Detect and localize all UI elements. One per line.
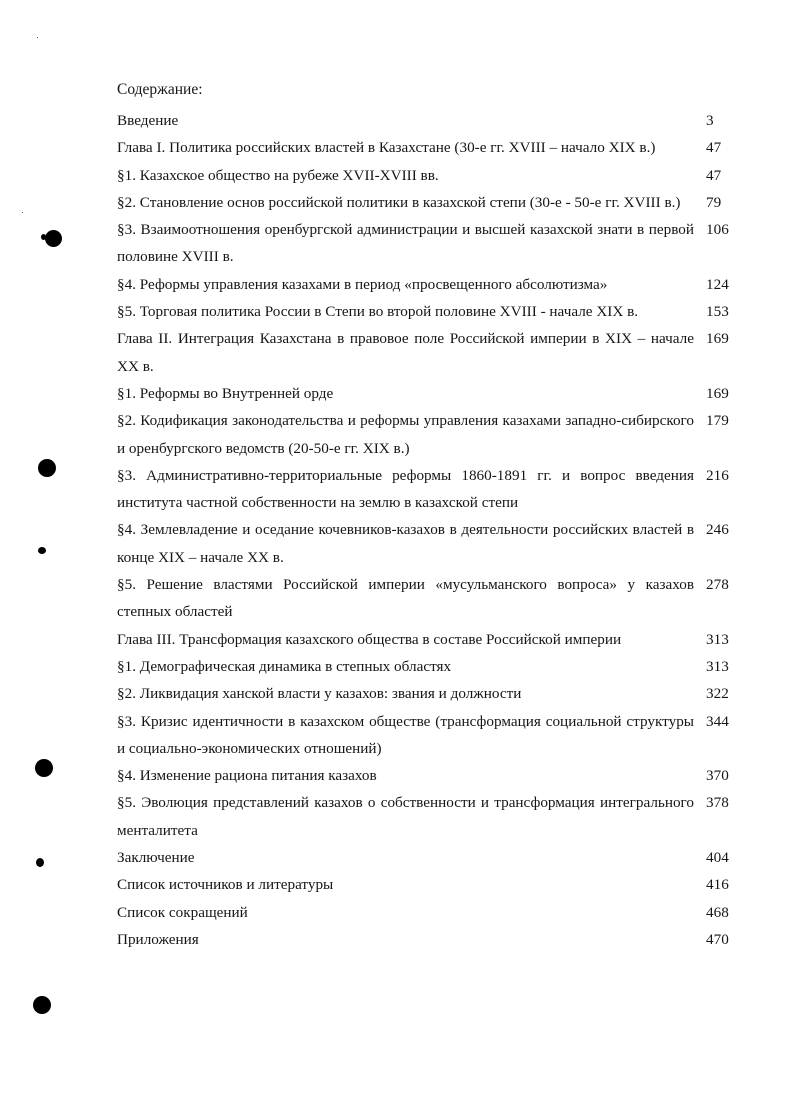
punch-hole-mark [41, 234, 46, 240]
toc-entry-page-number: 79 [706, 193, 722, 211]
toc-entry-title: §1. Демографическая динамика в степных областях [117, 657, 452, 675]
toc-entry [117, 380, 734, 407]
toc-entry [117, 216, 734, 271]
punch-hole-mark [38, 547, 46, 554]
toc-entry-page-number: 179 [706, 412, 729, 430]
toc-entry [117, 189, 734, 216]
toc-entry-title: Введение [117, 112, 179, 129]
toc-entry [117, 844, 734, 871]
toc-entry-page-number: 153 [706, 303, 729, 321]
toc-entry-page-number: 470 [706, 930, 729, 948]
toc-entry [117, 407, 734, 462]
toc-entry [117, 926, 734, 953]
toc-entry [117, 298, 734, 325]
toc-entry-title: §3. Кризис идентичности в казахском обществе (трансформация социальной структуры и социально-экономических отношений) [117, 712, 694, 757]
toc-entry-page-number: 47 [706, 166, 722, 184]
toc-entry-page-number: 47 [706, 139, 722, 157]
toc-entry [117, 899, 734, 926]
toc-entry-title: §3. Взаимоотношения оренбургской администрации и высшей казахской знати в первой половине XVIII в. [117, 221, 694, 266]
toc-entry-page-number: 169 [706, 384, 729, 402]
toc-entry-page-number: 468 [706, 903, 729, 921]
toc-entry-title: §5. Решение властями Российской империи «мусульманского вопроса» у казахов степных областей [117, 576, 694, 621]
toc-entry [117, 134, 734, 161]
toc-entry-title: Приложения [117, 930, 199, 948]
toc-entry [117, 871, 734, 898]
toc-entry-page-number: 124 [706, 275, 729, 293]
toc-entry-page-number: 169 [706, 330, 729, 348]
toc-entry-page-number: 344 [706, 712, 729, 730]
toc-entry [117, 162, 734, 189]
toc-entry-page-number: 404 [706, 849, 729, 867]
toc-entry-title: §5. Эволюция представлений казахов о собственности и трансформация интегрального менталитета [117, 794, 694, 839]
toc-entry-title: Глава III. Трансформация казахского общества в составе Российской империи [117, 630, 622, 648]
toc-entry [117, 653, 734, 680]
toc-entry-page-number: 278 [706, 576, 729, 594]
toc-entry-title: Глава I. Политика российских властей в Казахстане (30-е гг. XVIII – начало XIX в.) [117, 139, 656, 157]
toc-entry-page-number: 216 [706, 466, 729, 484]
scan-speck [37, 37, 38, 38]
punch-hole-mark [38, 459, 56, 477]
toc-entry [117, 325, 734, 380]
toc-entry-title: §5. Торговая политика России в Степи во второй половине XVIII - начале XIX в. [117, 303, 639, 321]
toc-entry [117, 680, 734, 707]
toc-entry [117, 626, 734, 653]
toc-entry-title: Список сокращений [117, 903, 248, 921]
toc-entry-title: §1. Реформы во Внутренней орде [117, 384, 334, 402]
scan-speck [22, 212, 23, 213]
toc-entry-title: Список источников и литературы [117, 876, 334, 894]
toc-entry-page-number: 106 [706, 221, 729, 239]
toc-entry-page-number: 313 [706, 657, 729, 675]
toc-entry-title: §1. Казахское общество на рубеже XVII-XVIII вв. [117, 166, 439, 184]
toc-entry-page-number: 246 [706, 521, 729, 539]
toc-heading: Содержание: [117, 81, 203, 98]
toc-entry-page-number: 370 [706, 767, 729, 785]
toc-entry [117, 571, 734, 626]
toc-entry-title: Заключение [117, 849, 195, 867]
punch-hole-mark [36, 858, 44, 867]
toc-entry [117, 462, 734, 517]
toc-entry-page-number: 378 [706, 794, 729, 812]
toc-entry [117, 271, 734, 298]
table-of-contents [117, 107, 734, 953]
toc-entry-page-number: 313 [706, 630, 729, 648]
toc-entry-title: §4. Землевладение и оседание кочевников-казахов в деятельности российских властей в конце XIX – начале XX в. [117, 521, 694, 566]
toc-entry-page-number: 3 [706, 112, 714, 129]
toc-entry-title: §2. Ликвидация ханской власти у казахов: звания и должности [117, 685, 522, 703]
toc-entry-title: Глава II. Интеграция Казахстана в правовое поле Российской империи в XIX – начале XX в. [117, 330, 694, 375]
toc-entry [117, 708, 734, 763]
toc-entry-title: §4. Изменение рациона питания казахов [117, 767, 377, 785]
toc-entry-page-number: 416 [706, 876, 729, 894]
toc-entry-title: §2. Становление основ российской политики в казахской степи (30-е - 50-е гг. XVIII в.) [117, 193, 681, 211]
toc-entry-title: §3. Административно-территориальные реформы 1860-1891 гг. и вопрос введения института частной собственности на землю в казахской степи [117, 466, 694, 512]
toc-entry-page-number: 322 [706, 685, 729, 703]
toc-entry [117, 107, 734, 134]
punch-hole-mark [33, 996, 51, 1014]
punch-hole-mark [35, 759, 53, 777]
toc-entry-title: §4. Реформы управления казахами в период «просвещенного абсолютизма» [117, 275, 608, 293]
toc-entry [117, 789, 734, 844]
toc-entry-title: §2. Кодификация законодательства и реформы управления казахами западно-сибирского и оренбургского ведомств (20-50-е гг. XIX в.) [117, 412, 694, 457]
toc-entry [117, 516, 734, 571]
toc-entry [117, 762, 734, 789]
punch-hole-mark [45, 230, 62, 247]
